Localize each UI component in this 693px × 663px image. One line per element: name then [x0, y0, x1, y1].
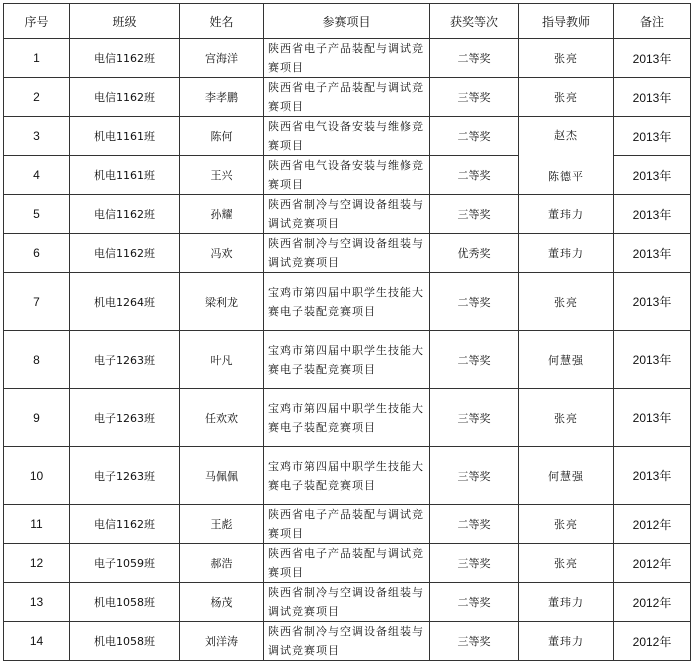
- table-row: [4, 39, 691, 78]
- table-row: [4, 622, 691, 661]
- cell-teacher: 董玮力: [519, 622, 614, 661]
- cell-no: 4: [4, 156, 70, 195]
- cell-teacher: 张亮: [519, 505, 614, 544]
- cell-no: 11: [4, 505, 70, 544]
- cell-note: 2013年: [614, 447, 691, 505]
- cell-name: 任欢欢: [180, 389, 264, 447]
- cell-award: 二等奖: [430, 505, 519, 544]
- cell-no: 3: [4, 117, 70, 156]
- cell-no: 9: [4, 389, 70, 447]
- cell-no: 5: [4, 195, 70, 234]
- table-row: [4, 583, 691, 622]
- header-cell-award: 获奖等次: [430, 4, 519, 39]
- cell-project: 宝鸡市第四届中职学生技能大赛电子装配竞赛项目: [264, 331, 430, 389]
- table-row: [4, 331, 691, 389]
- awards-table: [3, 3, 691, 661]
- cell-class: 电信1162班: [70, 39, 180, 78]
- cell-name: 宫海洋: [180, 39, 264, 78]
- cell-note: 2013年: [614, 78, 691, 117]
- header-cell-teacher: 指导教师: [519, 4, 614, 39]
- cell-name: 刘洋涛: [180, 622, 264, 661]
- cell-project: 陕西省电子产品装配与调试竞赛项目: [264, 505, 430, 544]
- cell-name: 叶凡: [180, 331, 264, 389]
- table-row: [4, 544, 691, 583]
- cell-name: 郝浩: [180, 544, 264, 583]
- table-row: [4, 78, 691, 117]
- cell-no: 1: [4, 39, 70, 78]
- cell-award: 三等奖: [430, 622, 519, 661]
- cell-project: 陕西省制冷与空调设备组装与调试竞赛项目: [264, 195, 430, 234]
- cell-note: 2013年: [614, 331, 691, 389]
- cell-no: 13: [4, 583, 70, 622]
- cell-no: 8: [4, 331, 70, 389]
- table-row: [4, 117, 691, 156]
- cell-name: 王彪: [180, 505, 264, 544]
- table-row: [4, 273, 691, 331]
- cell-award: 三等奖: [430, 195, 519, 234]
- cell-note: 2012年: [614, 505, 691, 544]
- cell-teacher: 张亮: [519, 273, 614, 331]
- cell-note: 2013年: [614, 39, 691, 78]
- header-cell-note: 备注: [614, 4, 691, 39]
- cell-name: 王兴: [180, 156, 264, 195]
- cell-note: 2013年: [614, 389, 691, 447]
- cell-class: 机电1161班: [70, 156, 180, 195]
- cell-project: 宝鸡市第四届中职学生技能大赛电子装配竞赛项目: [264, 389, 430, 447]
- cell-note: 2012年: [614, 544, 691, 583]
- cell-award: 优秀奖: [430, 234, 519, 273]
- cell-note: 2013年: [614, 117, 691, 156]
- cell-teacher: 董玮力: [519, 195, 614, 234]
- table-row: [4, 447, 691, 505]
- cell-award: 三等奖: [430, 389, 519, 447]
- cell-name: 杨茂: [180, 583, 264, 622]
- cell-award: 二等奖: [430, 583, 519, 622]
- cell-name: 陈何: [180, 117, 264, 156]
- cell-class: 电子1059班: [70, 544, 180, 583]
- cell-project: 宝鸡市第四届中职学生技能大赛电子装配竞赛项目: [264, 447, 430, 505]
- cell-class: 机电1058班: [70, 622, 180, 661]
- header-cell-name: 姓名: [180, 4, 264, 39]
- cell-class: 机电1161班: [70, 117, 180, 156]
- cell-teacher: 董玮力: [519, 234, 614, 273]
- cell-class: 电子1263班: [70, 389, 180, 447]
- cell-class: 电信1162班: [70, 78, 180, 117]
- cell-teacher: 陈德平: [548, 170, 584, 183]
- cell-class: 机电1058班: [70, 583, 180, 622]
- table-row: [4, 389, 691, 447]
- cell-note: 2012年: [614, 622, 691, 661]
- cell-project: 陕西省制冷与空调设备组装与调试竞赛项目: [264, 583, 430, 622]
- cell-award: 二等奖: [430, 117, 519, 156]
- cell-class: 电子1263班: [70, 447, 180, 505]
- teacher-pair: [519, 117, 613, 194]
- cell-project: 陕西省电气设备安装与维修竞赛项目: [264, 117, 430, 156]
- cell-award: 二等奖: [430, 39, 519, 78]
- cell-class: 电信1162班: [70, 234, 180, 273]
- cell-class: 机电1264班: [70, 273, 180, 331]
- cell-note: 2013年: [614, 195, 691, 234]
- cell-class: 电子1263班: [70, 331, 180, 389]
- cell-no: 7: [4, 273, 70, 331]
- cell-award: 二等奖: [430, 156, 519, 195]
- cell-name: 孙耀: [180, 195, 264, 234]
- cell-project: 陕西省制冷与空调设备组装与调试竞赛项目: [264, 622, 430, 661]
- cell-note: 2012年: [614, 583, 691, 622]
- cell-teacher: 张亮: [519, 389, 614, 447]
- cell-project: 陕西省电子产品装配与调试竞赛项目: [264, 544, 430, 583]
- cell-teacher: 赵杰: [554, 129, 578, 142]
- header-cell-class: 班级: [70, 4, 180, 39]
- cell-teacher: 张亮: [519, 544, 614, 583]
- table-row: [4, 234, 691, 273]
- cell-class: 电信1162班: [70, 195, 180, 234]
- cell-note: 2013年: [614, 234, 691, 273]
- cell-project: 宝鸡市第四届中职学生技能大赛电子装配竞赛项目: [264, 273, 430, 331]
- cell-no: 10: [4, 447, 70, 505]
- cell-award: 三等奖: [430, 78, 519, 117]
- cell-name: 梁利龙: [180, 273, 264, 331]
- cell-name: 冯欢: [180, 234, 264, 273]
- cell-no: 6: [4, 234, 70, 273]
- cell-class: 电信1162班: [70, 505, 180, 544]
- cell-no: 14: [4, 622, 70, 661]
- cell-project: 陕西省电子产品装配与调试竞赛项目: [264, 39, 430, 78]
- cell-award: 三等奖: [430, 447, 519, 505]
- cell-project: 陕西省电子产品装配与调试竞赛项目: [264, 78, 430, 117]
- cell-name: 李孝鹏: [180, 78, 264, 117]
- cell-award: 三等奖: [430, 544, 519, 583]
- header-cell-project: 参赛项目: [264, 4, 430, 39]
- cell-teacher: 董玮力: [519, 583, 614, 622]
- table-row: [4, 195, 691, 234]
- cell-no: 2: [4, 78, 70, 117]
- cell-award: 二等奖: [430, 331, 519, 389]
- cell-name: 马佩佩: [180, 447, 264, 505]
- cell-teacher: 何慧强: [519, 447, 614, 505]
- cell-note: 2013年: [614, 156, 691, 195]
- cell-teacher: 何慧强: [519, 331, 614, 389]
- cell-teacher-merged: [519, 117, 614, 195]
- cell-project: 陕西省电气设备安装与维修竞赛项目: [264, 156, 430, 195]
- header-cell-no: 序号: [4, 4, 70, 39]
- header-row: [4, 4, 691, 39]
- cell-teacher: 张亮: [519, 78, 614, 117]
- cell-teacher: 张亮: [519, 39, 614, 78]
- cell-no: 12: [4, 544, 70, 583]
- cell-project: 陕西省制冷与空调设备组装与调试竞赛项目: [264, 234, 430, 273]
- cell-award: 二等奖: [430, 273, 519, 331]
- table-row: [4, 505, 691, 544]
- cell-note: 2013年: [614, 273, 691, 331]
